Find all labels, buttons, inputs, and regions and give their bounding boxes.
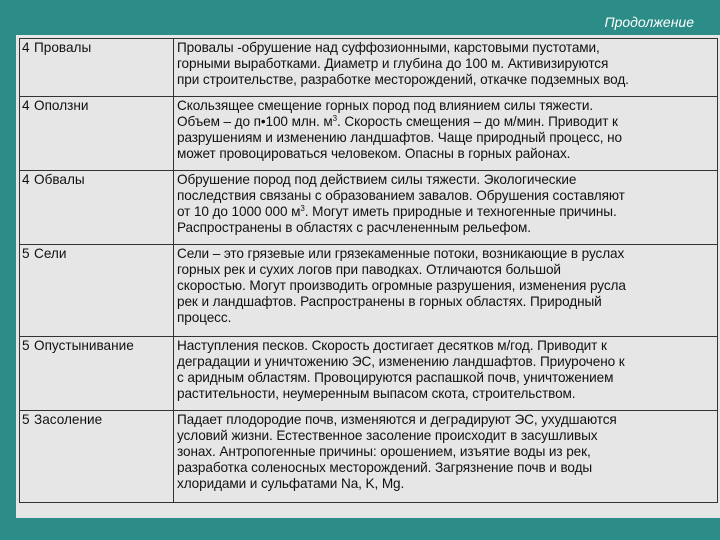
description-line: горными выработками. Диаметр и глубина до 100 м. Активизируются — [177, 56, 609, 72]
row-number: 5 — [20, 245, 33, 337]
description-line: разрушениям и изменению ландшафтов. Чаще природный процесс, но — [177, 130, 622, 146]
description-line: может провоцироваться человеком. Опасны в горных районах. — [177, 146, 571, 162]
description-line: зонах. Антропогенные причины: орошением, изъятие воды из рек, — [177, 444, 591, 460]
row-number: 4 — [20, 171, 33, 245]
description-fragment: от 10 до 1000 000 м — [177, 204, 301, 220]
hazard-description — [174, 39, 718, 97]
hazard-name: Обвалы — [32, 171, 174, 245]
description-line: Сели – это грязевые или грязекаменные потоки, возникающие в руслах — [177, 246, 625, 261]
superscript: 3 — [300, 204, 305, 214]
description-line: Обрушение пород под действием силы тяжести. Экологические — [177, 172, 577, 187]
description-line: деградации и уничтожению ЭС, изменению ландшафтов. Приурочено к — [177, 354, 625, 370]
description-line: условий жизни. Естественное засоление происходит в засушливых — [177, 428, 598, 444]
description-fragment: Объем – до п•100 млн. м — [177, 114, 333, 130]
description-line: разработка соленосных месторождений. Загрязнение почв и воды — [177, 460, 593, 476]
table-row — [20, 411, 718, 503]
table-row — [20, 39, 718, 97]
description-line: Провалы -обрушение над суффозионными, карстовыми пустотами, — [177, 40, 600, 55]
description-line: рек и ландшафтов. Распространены в горных областях. Природный — [177, 294, 602, 310]
hazard-description — [174, 411, 718, 503]
description-line: Распространены в областях с расчлененным рельефом. — [177, 220, 531, 236]
table-row — [20, 171, 718, 245]
table-row — [20, 337, 718, 411]
hazard-description — [174, 337, 718, 411]
description-line — [177, 204, 714, 220]
hazards-table — [19, 38, 718, 503]
description-line — [177, 114, 714, 130]
description-line: Наступления песков. Скорость достигает десятков м/год. Приводит к — [177, 338, 607, 353]
description-line: при строительстве, разработке месторождений, откачке подземных вод. — [177, 72, 629, 88]
description-line: с аридным областям. Провоцируются распашкой почв, уничтожением — [177, 370, 614, 386]
description-line: процесс. — [177, 310, 232, 326]
description-line: горных рек и сухих логов при паводках. Отличаются большой — [177, 262, 561, 278]
row-number: 5 — [20, 337, 33, 411]
description-line: растительности, неумеренным выпасом скота, строительством. — [177, 386, 576, 402]
hazard-name: Сели — [32, 245, 174, 337]
hazard-name: Провалы — [32, 39, 174, 97]
description-line: Скользящее смещение горных пород под влиянием силы тяжести. — [177, 98, 594, 113]
row-number: 4 — [20, 39, 33, 97]
continued-label: Продолжение — [604, 14, 694, 30]
table-row — [20, 245, 718, 337]
document-sheet — [16, 35, 720, 518]
hazard-description — [174, 245, 718, 337]
description-line: хлоридами и сульфатами Na, K, Mg. — [177, 476, 405, 492]
hazard-name: Опустынивание — [32, 337, 174, 411]
row-number: 5 — [20, 411, 33, 503]
hazard-description — [174, 97, 718, 171]
table-row — [20, 97, 718, 171]
description-line: Падает плодородие почв, изменяются и деградируют ЭС, ухудшаются — [177, 412, 617, 427]
description-line: последствия связаны с образованием завалов. Обрушения составляют — [177, 188, 625, 204]
hazard-name: Оползни — [32, 97, 174, 171]
description-fragment: . Могут иметь природные и техногенные причины. — [304, 204, 617, 220]
hazard-description — [174, 171, 718, 245]
superscript: 3 — [332, 114, 338, 124]
hazard-name: Засоление — [32, 411, 174, 503]
description-fragment: . Скорость смещения – до м/мин. Приводит к — [337, 114, 618, 130]
description-line: скоростью. Могут производить огромные разрушения, изменения русла — [177, 278, 626, 294]
row-number: 4 — [20, 97, 33, 171]
